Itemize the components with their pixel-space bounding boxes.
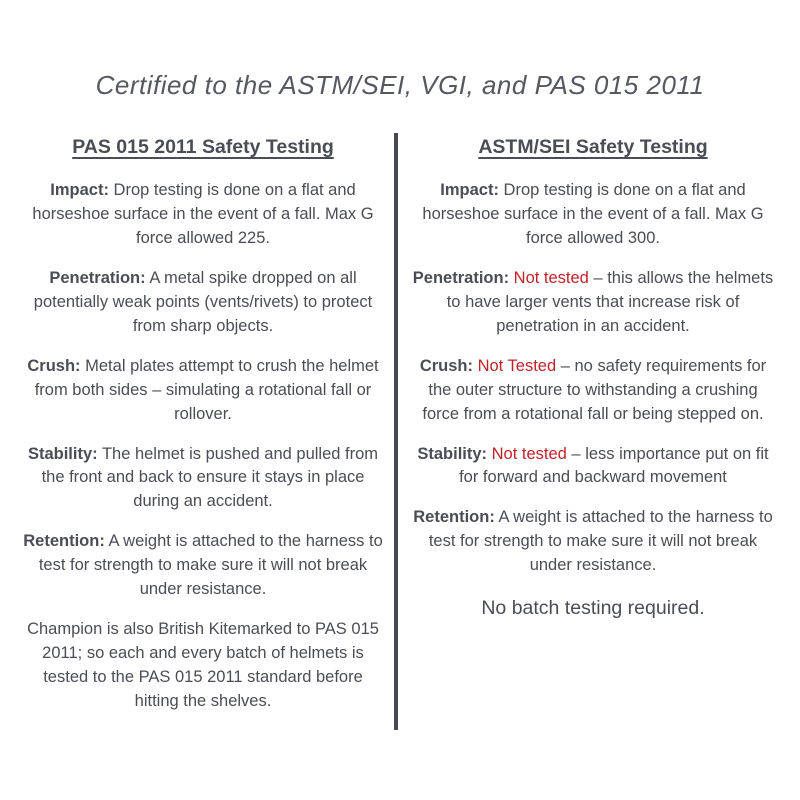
penetration-text: A metal spike dropped on all potentially weak points (vents/rivets) to protect from sharp objects. <box>33 269 373 335</box>
astm-impact-paragraph <box>408 179 778 251</box>
impact-label: Impact: <box>50 181 109 200</box>
pas-penetration-paragraph <box>22 267 384 339</box>
page-title: Certified to the ASTM/SEI, VGI, and PAS 015 2011 <box>95 70 705 100</box>
crush-label: Crush: <box>27 356 81 375</box>
impact-text: Drop testing is done on a flat and horseshoe surface in the event of a fall. Max G force allowed 225. <box>32 181 374 248</box>
crush-text: – no safety requirements for the outer structure to withstanding a crushing force from a rotational fall or being stepped on. <box>422 356 767 423</box>
impact-text: Drop testing is done on a flat and horseshoe surface in the event of a fall. Max G force allowed 300. <box>422 181 764 248</box>
astm-crush-paragraph <box>408 355 778 427</box>
crush-not-tested-text: Not Tested <box>472 356 557 375</box>
pas-015-column <box>22 133 384 730</box>
stability-label: Stability: <box>27 444 98 463</box>
penetration-not-tested-text: Not tested <box>509 269 589 288</box>
astm-sei-heading: ASTM/SEI Safety Testing <box>478 136 708 158</box>
astm-stability-paragraph <box>408 443 778 491</box>
retention-label: Retention: <box>413 508 495 527</box>
stability-text: – less importance put on fit for forward and backward movement <box>459 444 769 487</box>
pas-retention-paragraph <box>22 530 384 602</box>
impact-label: Impact: <box>440 181 499 200</box>
retention-text: A weight is attached to the harness to test for strength to make sure it will not break under resistance. <box>428 508 773 575</box>
penetration-text: – this allows the helmets to have larger vents that increase risk of penetration in an accident. <box>446 269 774 335</box>
stability-label: Stability: <box>417 444 488 463</box>
crush-label: Crush: <box>419 356 473 375</box>
pas-stability-paragraph <box>22 443 384 515</box>
astm-penetration-paragraph <box>408 267 778 339</box>
crush-text: Metal plates attempt to crush the helmet from both sides – simulating a rotational fall or rollover. <box>34 356 379 423</box>
pas-kitemark-paragraph <box>22 618 384 714</box>
retention-text: A weight is attached to the harness to test for strength to make sure it will not break under resistance. <box>38 532 383 599</box>
penetration-label: Penetration: <box>412 269 510 288</box>
astm-retention-paragraph <box>408 506 778 578</box>
pas-impact-paragraph <box>22 179 384 251</box>
penetration-label: Penetration: <box>49 269 146 288</box>
astm-sei-column <box>408 133 778 730</box>
batch-testing-text: No batch testing required. <box>481 597 705 620</box>
pas-015-heading: PAS 015 2011 Safety Testing <box>72 136 334 158</box>
column-divider <box>394 133 398 730</box>
kitemark-text: Champion is also British Kitemarked to PAS 015 2011; so each and every batch of helmets is tested to the PAS 015 2011 standard before hitting the shelves. <box>27 620 379 710</box>
stability-text: The helmet is pushed and pulled from the front and back to ensure it stays in place during an accident. <box>41 444 379 511</box>
astm-batch-testing-paragraph <box>408 594 778 622</box>
retention-label: Retention: <box>23 532 105 551</box>
stability-not-tested-text: Not tested <box>487 444 567 463</box>
pas-crush-paragraph <box>22 355 384 427</box>
comparison-columns <box>0 133 800 730</box>
